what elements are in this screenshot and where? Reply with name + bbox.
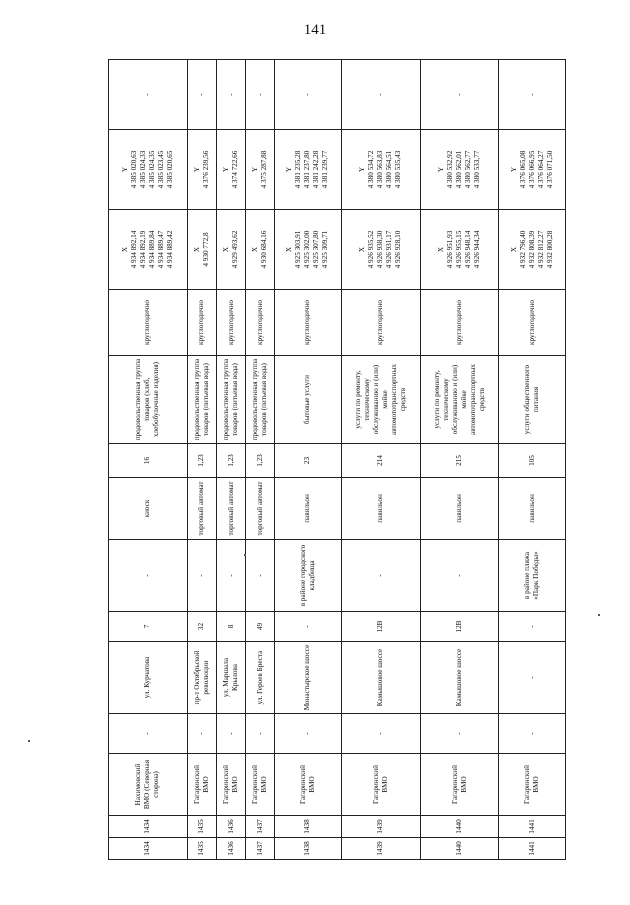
landmark-cell: -: [341, 540, 420, 612]
object-type-cell: киоск: [109, 478, 188, 540]
extra-cell: -: [109, 714, 188, 754]
street-cell: Камышовое шоссе: [420, 642, 499, 714]
coordinate-value: 4 374 722,66: [231, 150, 240, 189]
street-cell: -: [499, 642, 566, 714]
coordinate-value: 4 925 303,91: [294, 230, 303, 269]
row-index: 1441: [499, 816, 566, 838]
y-coordinates-cell: [420, 130, 499, 210]
object-type-cell: торговый автомат: [187, 478, 216, 540]
coordinate-value: 4 385 024,35: [147, 150, 156, 189]
district-cell: Гагаринский ВМО: [187, 754, 216, 816]
x-coordinates-cell: [275, 210, 341, 290]
area-cell: 1,23: [217, 444, 246, 478]
street-cell: Камышовое шоссе: [341, 642, 420, 714]
row-number: 1439: [341, 838, 420, 860]
house-cell: 32: [187, 612, 216, 642]
x-coordinates-cell: [217, 210, 246, 290]
district-cell: Гагаринский ВМО: [246, 754, 275, 816]
row-index: 1435: [187, 816, 216, 838]
coordinate-value: 4 926 944,34: [473, 230, 481, 269]
landmark-cell: -: [187, 540, 216, 612]
row-number: 1438: [275, 838, 341, 860]
purpose-cell: бытовые услуги: [275, 356, 341, 444]
coordinate-value: 4 926 948,14: [464, 230, 472, 269]
y-coordinates-cell: [109, 130, 188, 210]
house-cell: -: [499, 612, 566, 642]
coordinate-value: 4 380 563,83: [376, 150, 385, 189]
scan-speck: [244, 554, 246, 556]
coordinate-value: 4 932 800,28: [545, 230, 554, 269]
extra-cell: -: [420, 714, 499, 754]
coordinate-value: 4 380 535,43: [394, 150, 403, 189]
row-index: 1434: [109, 816, 188, 838]
period-cell: круглогодично: [246, 290, 275, 356]
coordinate-value: 4 925 302,00: [303, 230, 312, 269]
note-cell: -: [499, 60, 566, 130]
table-row: [217, 60, 246, 860]
coordinate-value: 4 934 889,42: [165, 230, 174, 269]
table-row: [420, 60, 499, 860]
coordinate-value: 4 380 564,51: [385, 150, 394, 189]
coordinate-value: 4 381 239,77: [321, 150, 330, 189]
note-cell: -: [275, 60, 341, 130]
coordinate-value: 4 926 938,30: [376, 230, 385, 269]
row-number: 1441: [499, 838, 566, 860]
note-cell: -: [217, 60, 246, 130]
area-cell: 23: [275, 444, 341, 478]
objects-table: [108, 59, 566, 860]
coordinate-value: Y: [509, 166, 518, 173]
landmark-cell: -: [109, 540, 188, 612]
district-cell: Гагаринский ВМО: [275, 754, 341, 816]
note-cell: -: [246, 60, 275, 130]
landmark-cell: -: [217, 540, 246, 612]
house-cell: 7: [109, 612, 188, 642]
coordinate-value: 4 381 235,28: [294, 150, 303, 189]
landmark-cell: -: [246, 540, 275, 612]
table-row: [109, 60, 188, 860]
house-cell: 49: [246, 612, 275, 642]
district-cell: Гагаринский ВМО: [499, 754, 566, 816]
x-coordinates-cell: [499, 210, 566, 290]
extra-cell: -: [341, 714, 420, 754]
coordinate-value: Y: [192, 166, 201, 173]
landmark-cell: -: [420, 540, 499, 612]
note-cell: -: [341, 60, 420, 130]
street-cell: ул. Курчатова: [109, 642, 188, 714]
row-number: 1436: [217, 838, 246, 860]
coordinate-value: 4 380 562,77: [464, 150, 472, 189]
row-number: 1434: [109, 838, 188, 860]
area-cell: 105: [499, 444, 566, 478]
landmark-cell: в районе пляжа «Парк Победы»: [499, 540, 566, 612]
district-cell: Гагаринский ВМО: [420, 754, 499, 816]
purpose-cell: продовольственная группа товаров (питьевая вода): [246, 356, 275, 444]
x-coordinates-cell: [420, 210, 499, 290]
x-coordinates-cell: [341, 210, 420, 290]
street-cell: пр-т Октябрьской революции: [187, 642, 216, 714]
period-cell: круглогодично: [187, 290, 216, 356]
table-row: [499, 60, 566, 860]
district-cell: Нахимовский ВМО (Северная сторона): [109, 754, 188, 816]
coordinate-value: 4 376 064,27: [536, 150, 545, 189]
x-coordinates-cell: [246, 210, 275, 290]
table-row: [341, 60, 420, 860]
row-number: 1440: [420, 838, 499, 860]
coordinate-value: 4 929 493,62: [231, 230, 240, 269]
extra-cell: -: [499, 714, 566, 754]
y-coordinates-cell: [187, 130, 216, 210]
extra-cell: -: [246, 714, 275, 754]
table-container: [108, 60, 566, 860]
y-coordinates-cell: [499, 130, 566, 210]
object-type-cell: павильон: [499, 478, 566, 540]
period-cell: круглогодично: [341, 290, 420, 356]
scan-speck: [598, 614, 600, 616]
row-number: 1435: [187, 838, 216, 860]
coordinate-value: 4 934 892,19: [138, 230, 147, 269]
area-cell: 16: [109, 444, 188, 478]
coordinate-value: 4 934 889,84: [147, 230, 156, 269]
row-index: 1440: [420, 816, 499, 838]
coordinate-value: 4 926 928,10: [394, 230, 403, 269]
coordinate-value: 4 380 534,72: [367, 150, 376, 189]
purpose-cell: продовольственная группа товаров (питьевая вода): [217, 356, 246, 444]
coordinate-value: 4 926 931,17: [385, 230, 394, 269]
row-index: 1439: [341, 816, 420, 838]
coordinate-value: 4 385 023,45: [156, 150, 165, 189]
x-coordinates-cell: [187, 210, 216, 290]
house-cell: -: [275, 612, 341, 642]
coordinate-value: 4 376 065,08: [518, 150, 527, 189]
coordinate-value: 4 934 892,14: [129, 230, 138, 269]
y-coordinates-cell: [217, 130, 246, 210]
area-cell: 1,23: [246, 444, 275, 478]
area-cell: 215: [420, 444, 499, 478]
row-number: 1437: [246, 838, 275, 860]
coordinate-value: 4 385 020,63: [129, 150, 138, 189]
coordinate-value: 4 930 684,16: [260, 230, 269, 269]
coordinate-value: X: [192, 246, 201, 253]
coordinate-value: X: [285, 246, 294, 253]
purpose-cell: услуги общественного питания: [499, 356, 566, 444]
note-cell: -: [187, 60, 216, 130]
coordinate-value: 4 376 239,56: [201, 150, 210, 189]
coordinate-value: 4 934 889,47: [156, 230, 165, 269]
coordinate-value: 4 376 066,95: [527, 150, 536, 189]
coordinate-value: X: [509, 246, 518, 253]
house-cell: 12В: [341, 612, 420, 642]
row-index: 1437: [246, 816, 275, 838]
table-row: [187, 60, 216, 860]
period-cell: круглогодично: [217, 290, 246, 356]
row-index: 1438: [275, 816, 341, 838]
coordinate-value: 4 926 935,52: [367, 230, 376, 269]
y-coordinates-cell: [341, 130, 420, 210]
coordinate-value: 4 381 237,80: [303, 150, 312, 189]
coordinate-value: 4 932 808,39: [527, 230, 536, 269]
x-coordinates-cell: [109, 210, 188, 290]
row-index: 1436: [217, 816, 246, 838]
purpose-cell: услуги по ремонту, техническому обслуживанию и (или) мойке автомототранспортных средств: [341, 356, 420, 444]
coordinate-value: 4 385 024,33: [138, 150, 147, 189]
house-cell: 12В: [420, 612, 499, 642]
purpose-cell: продовольственная группа товаров (питьевая вода): [187, 356, 216, 444]
extra-cell: -: [187, 714, 216, 754]
coordinate-value: 4 932 812,27: [536, 230, 545, 269]
coordinate-value: 4 380 533,77: [473, 150, 481, 189]
district-cell: Гагаринский ВМО: [217, 754, 246, 816]
extra-cell: -: [217, 714, 246, 754]
house-cell: 8: [217, 612, 246, 642]
page-number: 141: [303, 22, 327, 38]
area-cell: 1,23: [187, 444, 216, 478]
coordinate-value: 4 926 951,93: [446, 230, 454, 269]
period-cell: круглогодично: [499, 290, 566, 356]
landmark-cell: в районе городского кладбища: [275, 540, 341, 612]
coordinate-value: 4 375 287,88: [260, 150, 269, 189]
note-cell: -: [109, 60, 188, 130]
district-cell: Гагаринский ВМО: [341, 754, 420, 816]
coordinate-value: 4 380 532,92: [446, 150, 454, 189]
coordinate-value: Y: [358, 166, 367, 173]
street-cell: ул. Маршала Крылова: [217, 642, 246, 714]
object-type-cell: павильон: [275, 478, 341, 540]
coordinate-value: 4 380 562,01: [455, 150, 463, 189]
object-type-cell: торговый автомат: [246, 478, 275, 540]
purpose-cell: продовольственная группа товаров (хлеб, хлебобулочные изделия): [109, 356, 188, 444]
period-cell: круглогодично: [109, 290, 188, 356]
coordinate-value: 4 926 955,15: [455, 230, 463, 269]
street-cell: Монастырское шоссе: [275, 642, 341, 714]
coordinate-value: X: [437, 246, 445, 253]
extra-cell: -: [275, 714, 341, 754]
coordinate-value: Y: [222, 166, 231, 173]
coordinate-value: Y: [120, 166, 129, 173]
scan-speck: [28, 740, 30, 742]
object-type-cell: павильон: [420, 478, 499, 540]
note-cell: -: [420, 60, 499, 130]
object-type-cell: торговый автомат: [217, 478, 246, 540]
coordinate-value: X: [358, 246, 367, 253]
coordinate-value: 4 932 796,40: [518, 230, 527, 269]
period-cell: круглогодично: [275, 290, 341, 356]
area-cell: 214: [341, 444, 420, 478]
period-cell: круглогодично: [420, 290, 499, 356]
y-coordinates-cell: [246, 130, 275, 210]
coordinate-value: 4 925 309,71: [321, 230, 330, 269]
object-type-cell: павильон: [341, 478, 420, 540]
coordinate-value: 4 930 772,8: [201, 232, 210, 267]
coordinate-value: X: [251, 246, 260, 253]
coordinate-value: 4 381 242,28: [312, 150, 321, 189]
coordinate-value: X: [120, 246, 129, 253]
coordinate-value: Y: [251, 166, 260, 173]
y-coordinates-cell: [275, 130, 341, 210]
coordinate-value: Y: [437, 166, 445, 173]
coordinate-value: 4 925 307,80: [312, 230, 321, 269]
coordinate-value: 4 385 020,65: [165, 150, 174, 189]
coordinate-value: Y: [285, 166, 294, 173]
table-row: [246, 60, 275, 860]
coordinate-value: 4 376 071,50: [545, 150, 554, 189]
street-cell: ул. Героев Бреста: [246, 642, 275, 714]
coordinate-value: X: [222, 246, 231, 253]
purpose-cell: услуги по ремонту, техническому обслуживанию и (или) мойке автомототранспортных средств: [420, 356, 499, 444]
table-row: [275, 60, 341, 860]
